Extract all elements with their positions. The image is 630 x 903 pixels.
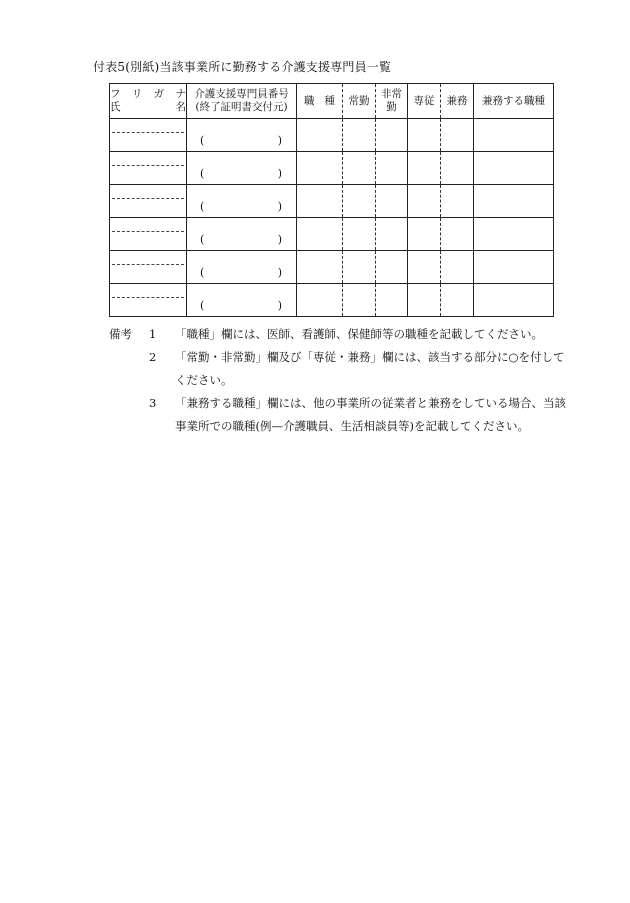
table-header-row — [110, 84, 554, 119]
parttime-cell[interactable] — [376, 218, 408, 251]
parttime-cell[interactable] — [376, 152, 408, 185]
paren-open: ( — [200, 200, 205, 213]
note-number: 3 — [149, 396, 157, 410]
paren-close: ) — [277, 200, 282, 213]
note-text: ください。 — [175, 373, 233, 387]
note-item — [109, 323, 569, 346]
header-concurrent-job: 兼務する職種 — [474, 84, 554, 119]
table-row — [110, 152, 554, 185]
header-dedicated: 専従 — [408, 84, 441, 119]
paren-open: ( — [200, 134, 205, 147]
fulltime-cell[interactable] — [343, 284, 376, 317]
furigana-divider — [112, 297, 184, 298]
header-parttime: 非常 勤 — [376, 84, 408, 119]
license-number-cell[interactable] — [187, 185, 297, 218]
concurrent-cell[interactable] — [441, 284, 474, 317]
notes-section — [109, 323, 569, 438]
dedicated-cell[interactable] — [408, 251, 441, 284]
concurrent-cell[interactable] — [441, 251, 474, 284]
license-number-cell[interactable] — [187, 284, 297, 317]
note-continuation — [109, 369, 569, 392]
note-text: 「常勤・非常勤」欄及び「専従・兼務」欄には、該当する部分に○を付して — [175, 350, 565, 364]
paren-close: ) — [277, 233, 282, 246]
table-row — [110, 218, 554, 251]
concurrent-job-cell[interactable] — [474, 251, 554, 284]
header-furigana-char: ナ — [175, 88, 186, 100]
furigana-divider — [112, 264, 184, 265]
concurrent-job-cell[interactable] — [474, 119, 554, 152]
paren-close: ) — [277, 134, 282, 147]
name-cell[interactable] — [110, 185, 187, 218]
paren-close: ) — [277, 299, 282, 312]
notes-label: 備考 — [109, 327, 132, 341]
note-continuation — [109, 415, 569, 438]
parttime-cell[interactable] — [376, 284, 408, 317]
dedicated-cell[interactable] — [408, 284, 441, 317]
dedicated-cell[interactable] — [408, 218, 441, 251]
paren-open: ( — [200, 167, 205, 180]
license-number-cell[interactable] — [187, 152, 297, 185]
parttime-cell[interactable] — [376, 251, 408, 284]
name-cell[interactable] — [110, 218, 187, 251]
furigana-divider — [112, 165, 184, 166]
header-name-char: 氏 — [110, 101, 121, 113]
note-text: 事業所での職種(例—介護職員、生活相談員等)を記載してください。 — [175, 419, 529, 433]
parttime-cell[interactable] — [376, 185, 408, 218]
fulltime-cell[interactable] — [343, 218, 376, 251]
name-cell[interactable] — [110, 152, 187, 185]
furigana-divider — [112, 132, 184, 133]
paren-open: ( — [200, 233, 205, 246]
license-number-cell[interactable] — [187, 251, 297, 284]
staff-roster-table — [109, 83, 554, 317]
concurrent-cell[interactable] — [441, 185, 474, 218]
concurrent-cell[interactable] — [441, 152, 474, 185]
paren-open: ( — [200, 299, 205, 312]
concurrent-job-cell[interactable] — [474, 284, 554, 317]
fulltime-cell[interactable] — [343, 119, 376, 152]
job-type-cell[interactable] — [297, 152, 343, 185]
dedicated-cell[interactable] — [408, 185, 441, 218]
license-number-cell[interactable] — [187, 218, 297, 251]
fulltime-cell[interactable] — [343, 152, 376, 185]
furigana-divider — [112, 231, 184, 232]
note-number: 2 — [149, 350, 157, 364]
dedicated-cell[interactable] — [408, 152, 441, 185]
page-title: 付表5(別紙)当該事業所に勤務する介護支援専門員一覧 — [93, 60, 392, 74]
furigana-divider — [112, 198, 184, 199]
header-furigana-char: ガ — [153, 88, 165, 100]
header-license-number: 介護支援専門員番号 (終了証明書交付元) — [187, 84, 297, 119]
paren-open: ( — [200, 266, 205, 279]
job-type-cell[interactable] — [297, 284, 343, 317]
note-item — [109, 346, 569, 369]
job-type-cell[interactable] — [297, 185, 343, 218]
name-cell[interactable] — [110, 119, 187, 152]
concurrent-job-cell[interactable] — [474, 152, 554, 185]
header-concurrent: 兼務 — [441, 84, 474, 119]
note-text: 「職種」欄には、医師、看護師、保健師等の職種を記載してください。 — [175, 327, 543, 341]
name-cell[interactable] — [110, 284, 187, 317]
paren-close: ) — [277, 266, 282, 279]
header-job-type: 職 種 — [297, 84, 343, 119]
header-fulltime: 常勤 — [343, 84, 376, 119]
concurrent-cell[interactable] — [441, 218, 474, 251]
note-item — [109, 392, 569, 415]
concurrent-cell[interactable] — [441, 119, 474, 152]
table-row — [110, 251, 554, 284]
concurrent-job-cell[interactable] — [474, 218, 554, 251]
header-name-char: 名 — [175, 101, 186, 113]
name-cell[interactable] — [110, 251, 187, 284]
parttime-cell[interactable] — [376, 119, 408, 152]
fulltime-cell[interactable] — [343, 251, 376, 284]
job-type-cell[interactable] — [297, 119, 343, 152]
table-row — [110, 119, 554, 152]
note-text: 「兼務する職種」欄には、他の事業所の従業者と兼務をしている場合、当該 — [175, 396, 566, 410]
job-type-cell[interactable] — [297, 218, 343, 251]
concurrent-job-cell[interactable] — [474, 185, 554, 218]
note-number: 1 — [149, 327, 157, 341]
fulltime-cell[interactable] — [343, 185, 376, 218]
header-furigana-char: フ — [110, 88, 121, 100]
table-row — [110, 185, 554, 218]
header-furigana-char: リ — [131, 88, 143, 100]
license-number-cell[interactable] — [187, 119, 297, 152]
table-row — [110, 284, 554, 317]
job-type-cell[interactable] — [297, 251, 343, 284]
dedicated-cell[interactable] — [408, 119, 441, 152]
header-furigana-name — [110, 84, 187, 119]
paren-close: ) — [277, 167, 282, 180]
